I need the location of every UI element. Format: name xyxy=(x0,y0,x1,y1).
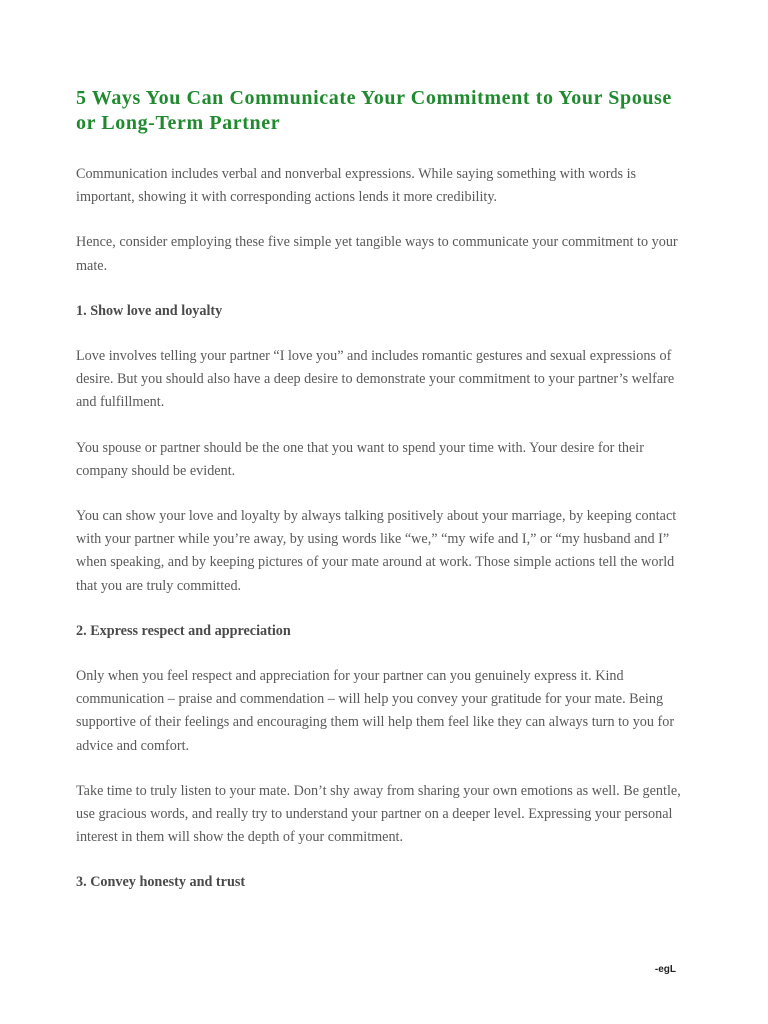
spacer xyxy=(76,209,684,231)
section-heading: 1. Show love and loyalty xyxy=(76,302,223,319)
spacer xyxy=(76,136,684,163)
section-heading: 2. Express respect and appreciation xyxy=(76,622,291,639)
spacer xyxy=(76,483,684,505)
intro-paragraph: Communication includes verbal and nonverbal expressions. While saying something with words is important, showing it with corresponding actions lends it more credibility. xyxy=(76,166,637,206)
section-paragraph: You spouse or partner should be the one that you want to spend your time with. Your desire for their company should be evident. xyxy=(76,439,644,479)
document-title: 5 Ways You Can Communicate Your Commitment to Your Spouse or Long-Term Partner xyxy=(76,87,672,134)
section-paragraph: Love involves telling your partner “I love you” and includes romantic gestures and sexual expressions of desire. But you should also have a deep desire to demonstrate your commitment to your partner’s welfare and fulfillment. xyxy=(76,348,675,411)
document-body xyxy=(76,86,684,895)
spacer xyxy=(76,415,684,437)
section-heading: 3. Convey honesty and trust xyxy=(76,874,246,891)
spacer xyxy=(76,849,684,871)
spacer xyxy=(76,643,684,665)
spacer xyxy=(76,323,684,345)
spacer xyxy=(76,758,684,780)
section-paragraph: Take time to truly listen to your mate. Don’t shy away from sharing your own emotions as well. Be gentle, use gracious words, and really try to understand your partner on a deeper level. Expressing your personal interest in them will show the depth of your commitment. xyxy=(76,782,681,846)
intro-paragraph: Hence, consider employing these five simple yet tangible ways to communicate your commitment to your mate. xyxy=(76,234,678,274)
spacer xyxy=(76,598,684,620)
section-paragraph: You can show your love and loyalty by always talking positively about your marriage, by keeping contact with your partner while you’re away, by using words like “we,” “my wife and I,” or “my husband and I” when speaking, and by keeping pictures of your mate around at work. Those simple actions tell the world that you are truly committed. xyxy=(76,508,677,594)
spacer xyxy=(76,278,684,300)
page-footer-mark: -egL xyxy=(654,964,676,975)
section-paragraph: Only when you feel respect and appreciation for your partner can you genuinely express it. Kind communication – praise and commendation – will help you convey your gratitude for your mate. Being supportive of their feelings and encouraging them will help them feel like they can always turn to you for advice and comfort. xyxy=(76,668,675,754)
